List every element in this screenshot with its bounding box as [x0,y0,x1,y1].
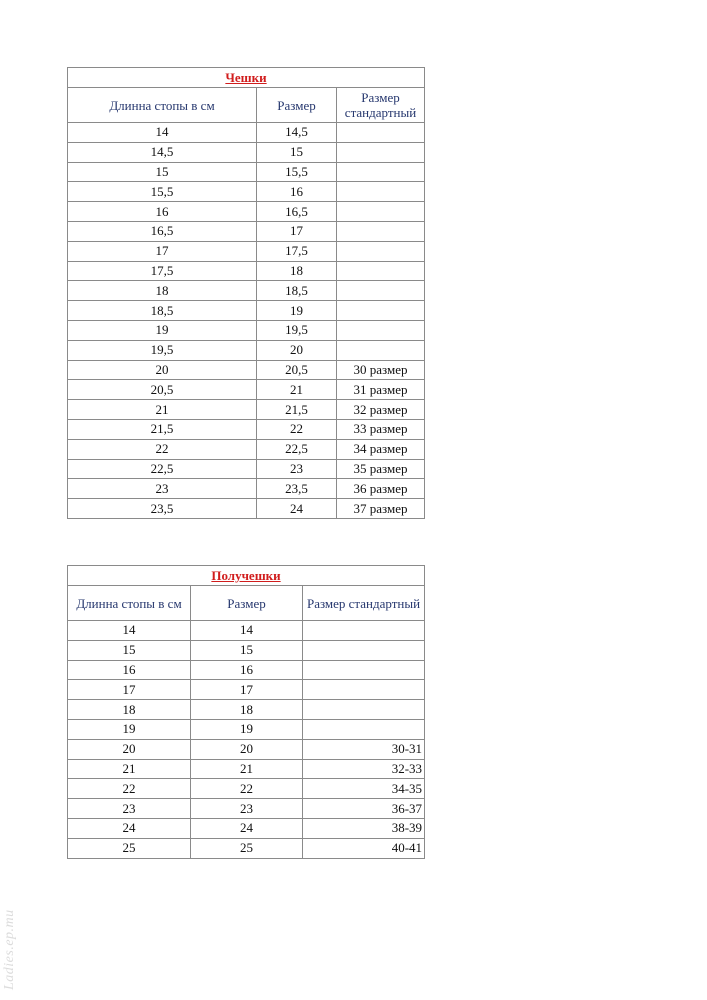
table-row [68,479,425,499]
table-title: Получешки [68,566,425,586]
table-row [68,719,425,739]
table-cell [303,660,425,680]
table-cell: 20 [68,739,191,759]
table-cell: 25 [191,838,303,858]
table-cell: 34 размер [337,439,425,459]
table-cell: 23 [68,479,257,499]
table-row [68,680,425,700]
table-cell: 22 [68,779,191,799]
table-row [68,320,425,340]
table-cell: 21 [191,759,303,779]
table-row [68,459,425,479]
table-row [68,700,425,720]
table-cell [337,162,425,182]
column-header-foot-length: Длинна стопы в см [68,586,191,621]
table-row [68,640,425,660]
table-cell: 17 [68,241,257,261]
table-cell: 19 [68,719,191,739]
table-cell: 19,5 [68,340,257,360]
table-cell: 15,5 [68,182,257,202]
table-cell [337,142,425,162]
table-cell: 21,5 [68,419,257,439]
table-row [68,799,425,819]
table-cell: 22 [68,439,257,459]
table-row [68,759,425,779]
table-cell: 32-33 [303,759,425,779]
table-cell: 15 [68,640,191,660]
table-cell: 17,5 [68,261,257,281]
table-cell: 20,5 [257,360,337,380]
table-cell: 35 размер [337,459,425,479]
table-cell: 22 [257,419,337,439]
table-cell [337,123,425,143]
table-cell: 22 [191,779,303,799]
table-row [68,301,425,321]
table-cell: 17 [257,221,337,241]
table-cell: 23 [191,799,303,819]
table-row [68,499,425,519]
table-row [68,360,425,380]
table-cell [303,680,425,700]
table-cell: 16,5 [68,221,257,241]
table-cell: 24 [191,818,303,838]
table-cell: 15 [191,640,303,660]
table-cell: 16 [191,660,303,680]
table-cell: 19 [68,320,257,340]
table-cell [337,241,425,261]
table-row [68,380,425,400]
table-cell [337,340,425,360]
column-header-standard-size: Размер стандартный [303,586,425,621]
table-cell: 19,5 [257,320,337,340]
table-cell: 31 размер [337,380,425,400]
table-cell: 14 [68,621,191,641]
table-cell: 21 [68,400,257,420]
table-row [68,340,425,360]
table-cell: 23 [257,459,337,479]
table-cell: 21 [68,759,191,779]
table-row [68,818,425,838]
cheshki-size-table [67,67,425,519]
table-cell: 16 [68,660,191,680]
table-cell: 16 [68,202,257,222]
table-body [68,123,425,519]
table-cell: 18,5 [257,281,337,301]
table-row [68,123,425,143]
table-row [68,221,425,241]
table-cell: 14 [68,123,257,143]
column-header-size: Размер [191,586,303,621]
table-cell: 30 размер [337,360,425,380]
table-cell [337,261,425,281]
table-cell: 14 [191,621,303,641]
table-cell: 18 [68,281,257,301]
watermark: Ladies.ep.mu [2,909,17,990]
table-row [68,162,425,182]
table-row [68,202,425,222]
table-cell: 20 [191,739,303,759]
table-row [68,182,425,202]
table-row [68,439,425,459]
table-cell: 16,5 [257,202,337,222]
table-cell: 17 [68,680,191,700]
table-cell: 19 [257,301,337,321]
table-cell: 14,5 [257,123,337,143]
table-row [68,779,425,799]
table-cell [303,700,425,720]
column-header-standard-size: Размер стандартный [337,88,425,123]
table-cell: 30-31 [303,739,425,759]
table-row [68,281,425,301]
table-cell [303,640,425,660]
table-row [68,621,425,641]
table-cell: 18 [68,700,191,720]
table-cell: 18,5 [68,301,257,321]
table-cell [337,182,425,202]
table-cell: 25 [68,838,191,858]
table-cell: 24 [68,818,191,838]
table-cell: 19 [191,719,303,739]
table-row [68,419,425,439]
table-cell: 23 [68,799,191,819]
table-cell: 24 [257,499,337,519]
table-cell: 20 [257,340,337,360]
column-header-size: Размер [257,88,337,123]
table-cell [337,320,425,340]
table-row [68,261,425,281]
table-cell: 36 размер [337,479,425,499]
table-cell: 38-39 [303,818,425,838]
table-cell [337,301,425,321]
table-cell: 17 [191,680,303,700]
table-cell: 14,5 [68,142,257,162]
table-cell: 18 [191,700,303,720]
column-header-foot-length: Длинна стопы в см [68,88,257,123]
table-cell: 20,5 [68,380,257,400]
table-cell [337,221,425,241]
table-cell: 22,5 [68,459,257,479]
table-cell [303,621,425,641]
table-cell [337,281,425,301]
table-cell: 34-35 [303,779,425,799]
table-title: Чешки [68,68,425,88]
table-cell: 21,5 [257,400,337,420]
table-cell: 18 [257,261,337,281]
table-cell: 15 [257,142,337,162]
table-row [68,142,425,162]
table-cell: 37 размер [337,499,425,519]
table-row [68,241,425,261]
table-row [68,838,425,858]
table-cell: 36-37 [303,799,425,819]
table-cell: 15 [68,162,257,182]
table-cell: 33 размер [337,419,425,439]
table-cell: 17,5 [257,241,337,261]
table-row [68,660,425,680]
table-cell: 23,5 [68,499,257,519]
table-cell [337,202,425,222]
table-row [68,400,425,420]
table-cell: 20 [68,360,257,380]
polucheshki-size-table [67,565,425,859]
table-body [68,621,425,859]
table-cell: 23,5 [257,479,337,499]
table-row [68,739,425,759]
table-cell: 16 [257,182,337,202]
table-cell: 22,5 [257,439,337,459]
table-cell: 40-41 [303,838,425,858]
table-cell: 32 размер [337,400,425,420]
table-cell: 21 [257,380,337,400]
table-cell: 15,5 [257,162,337,182]
table-cell [303,719,425,739]
